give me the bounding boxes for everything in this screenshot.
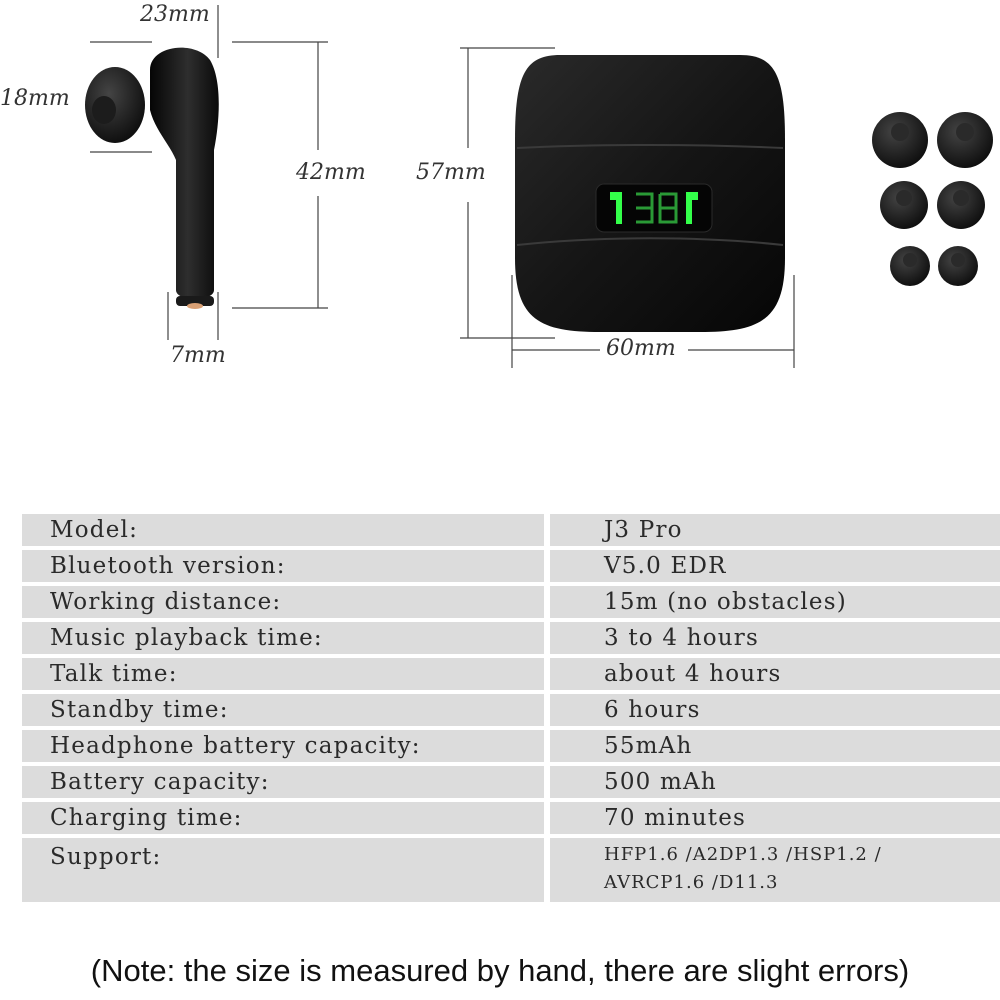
spec-label: Headphone battery capacity:	[22, 730, 550, 762]
spec-value: 70 minutes	[550, 802, 1000, 834]
earbud-tip-label: 18mm	[0, 86, 70, 111]
table-row	[22, 622, 1000, 654]
case-width-label: 60mm	[606, 336, 676, 361]
spec-label: Charging time:	[22, 802, 550, 834]
earbud-height-label: 42mm	[296, 160, 366, 185]
table-row	[22, 838, 1000, 902]
table-row	[22, 766, 1000, 798]
spec-label: Battery capacity:	[22, 766, 550, 798]
product-dimension-figure	[0, 0, 1000, 420]
led-display	[596, 184, 712, 232]
spec-value: HFP1.6 /A2DP1.3 /HSP1.2 / AVRCP1.6 /D11.3	[604, 844, 882, 893]
earbud-width-label: 23mm	[140, 2, 210, 27]
spec-label: Music playback time:	[22, 622, 550, 654]
spec-label: Standby time:	[22, 694, 550, 726]
spec-value-cell	[550, 838, 1000, 902]
spec-table	[22, 510, 1000, 906]
spec-label: Talk time:	[22, 658, 550, 690]
spec-value: V5.0 EDR	[550, 550, 1000, 582]
ear-tips-illustration	[872, 112, 993, 286]
spec-value: 15m (no obstacles)	[550, 586, 1000, 618]
spec-value: 55mAh	[550, 730, 1000, 762]
table-row	[22, 550, 1000, 582]
table-row	[22, 658, 1000, 690]
spec-label: Bluetooth version:	[22, 550, 550, 582]
spec-label: Working distance:	[22, 586, 550, 618]
earbud-illustration	[85, 48, 219, 309]
spec-label: Support:	[22, 838, 550, 902]
spec-value: about 4 hours	[550, 658, 1000, 690]
earbud-stem-label: 7mm	[170, 343, 226, 368]
table-row	[22, 514, 1000, 546]
table-row	[22, 802, 1000, 834]
case-height-label: 57mm	[416, 160, 486, 185]
spec-value: 3 to 4 hours	[550, 622, 1000, 654]
charging-case-illustration	[515, 55, 785, 332]
spec-label: Model:	[22, 514, 550, 546]
spec-value: 6 hours	[550, 694, 1000, 726]
table-row	[22, 730, 1000, 762]
measurement-note: (Note: the size is measured by hand, there are slight errors)	[90, 953, 910, 988]
table-row	[22, 586, 1000, 618]
spec-value: J3 Pro	[550, 514, 1000, 546]
table-row	[22, 694, 1000, 726]
spec-value: 500 mAh	[550, 766, 1000, 798]
